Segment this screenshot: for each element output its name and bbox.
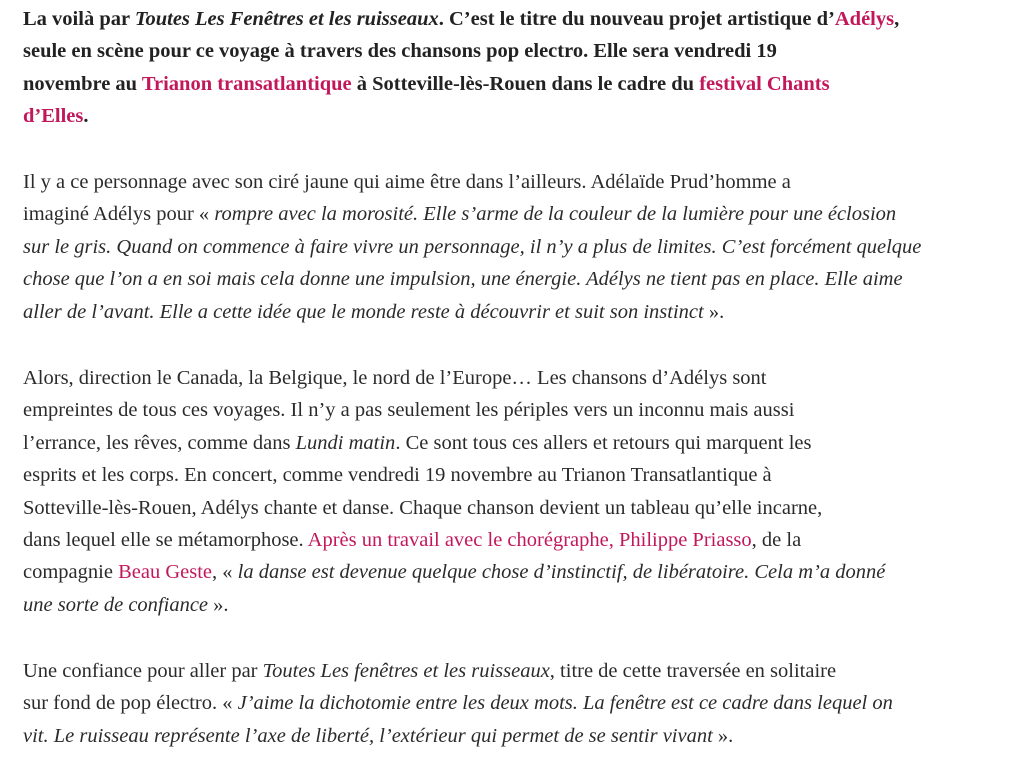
body-text: Alors, direction le Canada, la Belgique, le nord de l’Europe… Les chansons d’Adélys sont <box>23 367 767 389</box>
text-line <box>23 556 994 588</box>
text-line <box>23 459 994 491</box>
body-text: empreintes de tous ces voyages. Il n’y a pas seulement les périples vers un inconnu mais aussi <box>23 399 795 422</box>
body-text: , titre de cette traversée en solitaire <box>549 660 837 682</box>
body-text: seule en scène pour ce voyage à travers des chansons pop electro. Elle sera vendredi 19 <box>23 40 777 63</box>
article-link[interactable]: Trianon transatlantique <box>141 72 352 95</box>
text-line <box>23 720 994 752</box>
body-text: , « <box>212 561 238 584</box>
body-text: Il y a ce personnage avec son ciré jaune qui aime être dans l’ailleurs. Adélaïde Prud’homme a <box>23 171 791 193</box>
italic-text: la danse est devenue quelque chose d’instinctif, de libératoire. Cela m’a donné <box>237 561 886 584</box>
body-text: ». <box>208 593 229 616</box>
body-text: , de la <box>751 529 802 552</box>
body-text: . Ce sont tous ces allers et retours qui marquent les <box>395 431 812 454</box>
text-line <box>23 655 994 687</box>
text-line <box>23 589 994 621</box>
article-link[interactable]: Adélys <box>834 8 895 30</box>
italic-text: Lundi matin <box>295 431 396 454</box>
italic-text: chose que l’on a en soi mais cela donne une impulsion, une énergie. Adélys ne tient pas en place. Elle aime <box>23 268 903 291</box>
italic-text: J’aime la dichotomie entre les deux mots. La fenêtre est ce cadre dans lequel on <box>237 692 893 715</box>
body-text: Une confiance pour aller par <box>23 660 263 682</box>
body-text: Sotteville-lès-Rouen, Adélys chante et danse. Chaque chanson devient un tableau qu’elle incarne, <box>23 496 823 519</box>
paragraph-confidence <box>23 655 994 752</box>
italic-text: sur le gris. Quand on commence à faire vivre un personnage, il n’y a plus de limites. C’est forcément quelque <box>23 235 922 258</box>
italic-text: Toutes Les Fenêtres et les ruisseaux <box>134 8 439 30</box>
body-text: l’errance, les rêves, comme dans <box>23 431 296 454</box>
body-text: ». <box>703 300 725 323</box>
text-line <box>23 492 994 524</box>
body-text: compagnie <box>23 561 119 584</box>
italic-text: une sorte de confiance <box>23 593 209 616</box>
italic-text: vit. Le ruisseau représente l’axe de liberté, l’extérieur qui permet de se sentir vivant <box>23 724 713 747</box>
body-text: dans lequel elle se métamorphose. <box>23 529 308 552</box>
text-line <box>23 362 994 394</box>
body-text: . C’est le titre du nouveau projet artistique d’ <box>438 8 835 30</box>
text-line <box>23 3 994 35</box>
text-line <box>23 427 994 459</box>
paragraph-travels <box>23 362 994 621</box>
body-text: La voilà par <box>23 8 135 30</box>
article-link[interactable]: Après un travail avec le chorégraphe, Philippe Priasso <box>307 529 752 552</box>
text-line <box>23 263 994 295</box>
article-link[interactable]: festival Chants <box>699 72 830 95</box>
text-line <box>23 198 994 230</box>
italic-text: aller de l’avant. Elle a cette idée que le monde reste à découvrir et suit son instinct <box>23 300 704 323</box>
body-text: . <box>83 105 89 128</box>
text-line <box>23 687 994 719</box>
italic-text: Toutes Les fenêtres et les ruisseaux <box>262 660 550 682</box>
body-text: novembre au <box>23 72 142 95</box>
body-text: ». <box>712 724 734 747</box>
paragraph-character <box>23 166 994 328</box>
body-text: , <box>894 8 900 30</box>
text-line <box>23 68 994 100</box>
body-text: esprits et les corps. En concert, comme vendredi 19 novembre au Trianon Transatlantique à <box>23 464 772 487</box>
body-text: sur fond de pop électro. « <box>23 692 238 715</box>
body-text: imaginé Adélys pour « <box>23 203 215 226</box>
text-line <box>23 394 994 426</box>
italic-text: rompre avec la morosité. Elle s’arme de la couleur de la lumière pour une éclosion <box>214 203 897 226</box>
article-link[interactable]: d’Elles <box>23 105 84 128</box>
text-line <box>23 524 994 556</box>
body-text: à Sotteville-lès-Rouen dans le cadre du <box>351 72 700 95</box>
text-line <box>23 100 994 132</box>
paragraph-intro <box>23 3 994 133</box>
text-line <box>23 166 994 198</box>
text-line <box>23 231 994 263</box>
text-line <box>23 35 994 67</box>
text-line <box>23 296 994 328</box>
article-link[interactable]: Beau Geste <box>118 561 212 584</box>
